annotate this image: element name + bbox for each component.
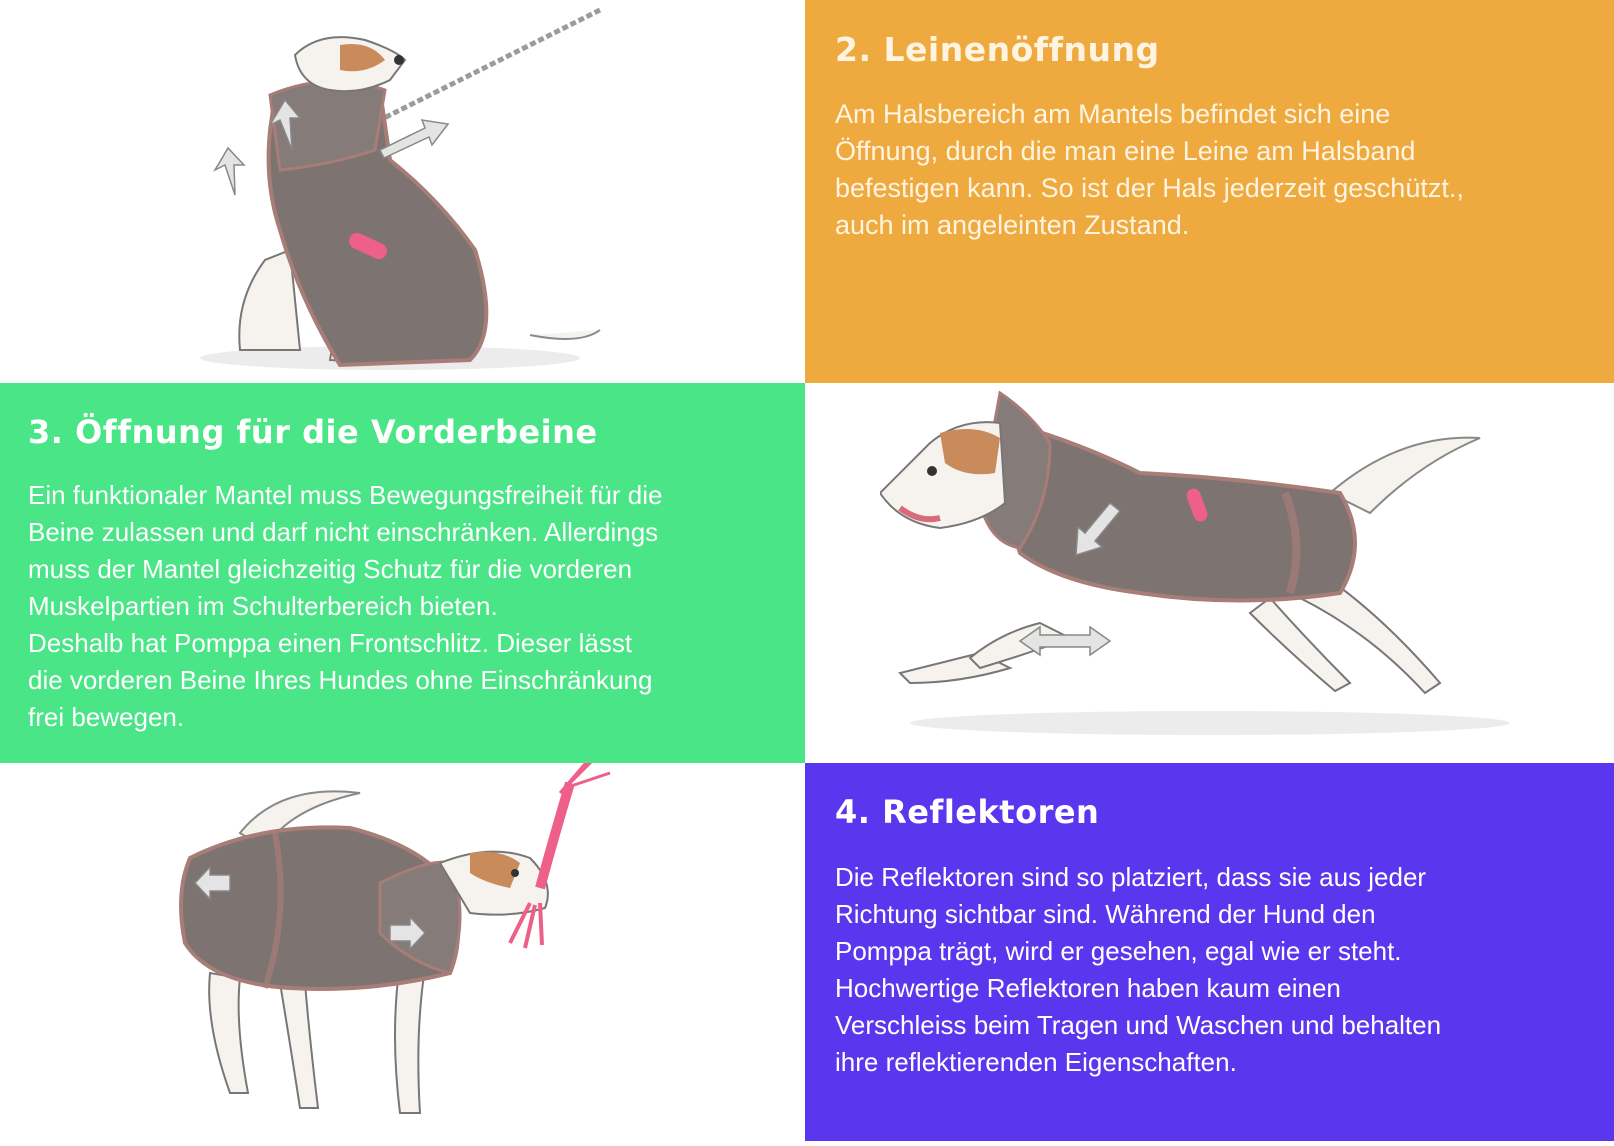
front-legs-opening-body: Ein funktionaler Mantel muss Bewegungsfreiheit für die Beine zulassen und darf nicht einschränken. Allerdings muss der Mantel gleichzeitig Schutz für die vorderen Muskelpartien im Schulterbereich bieten. Deshalb hat Pomppa einen Frontschlitz. Dieser lässt die vorderen Beine Ihres Hundes ohne Einschränkung frei bewegen. xyxy=(28,480,663,732)
tugging-dog-illustration xyxy=(170,763,650,1141)
reflectors-panel xyxy=(805,763,1614,1141)
leash-opening-body: Am Halsbereich am Mantels befindet sich eine Öffnung, durch die man eine Leine am Halsband befestigen kann. So ist der Hals jederzeit geschützt., auch im angeleinten Zustand. xyxy=(835,99,1464,240)
running-dog-illustration xyxy=(880,383,1540,763)
front-legs-opening-title: 3. Öffnung für die Vorderbeine xyxy=(28,413,598,451)
reflectors-title: 4. Reflektoren xyxy=(835,793,1100,831)
leash-opening-panel xyxy=(805,0,1614,383)
front-legs-opening-panel xyxy=(0,383,805,763)
reflectors-body: Die Reflektoren sind so platziert, dass sie aus jeder Richtung sichtbar sind. Während der Hund den Pomppa trägt, wird er gesehen, egal wie er steht. Hochwertige Reflektoren haben kaum einen Verschleiss beim Tragen und Waschen und behalten ihre reflektierenden Eigenschaften. xyxy=(835,862,1442,1077)
leash-opening-title: 2. Leinenöffnung xyxy=(835,30,1160,69)
sitting-dog-illustration xyxy=(180,0,620,383)
